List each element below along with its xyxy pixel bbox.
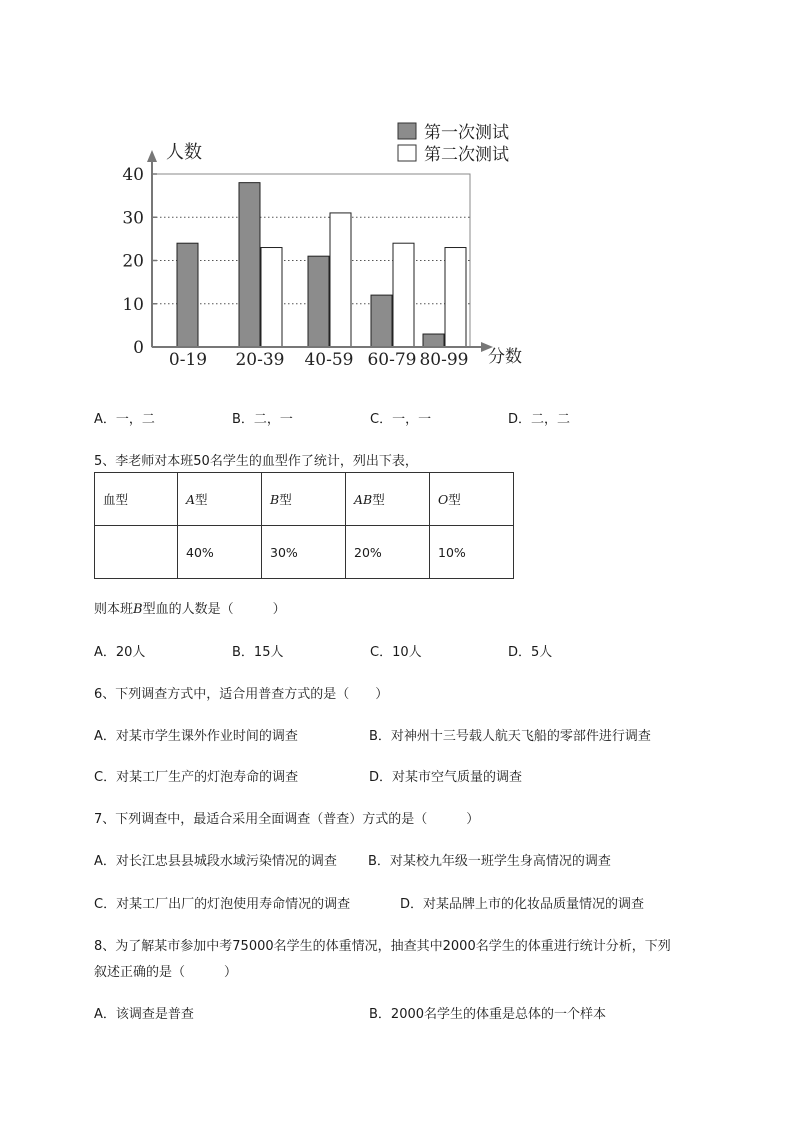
- type-suffix: 型: [195, 492, 208, 507]
- q5-option-d[interactable]: D．5人: [508, 645, 553, 660]
- q7-stem: 7、下列调查中，最适合采用全面调查（普查）方式的是（ ）: [94, 812, 480, 827]
- table-header-cell: [430, 473, 514, 526]
- blood-type-table: [94, 472, 514, 579]
- table-row: [95, 473, 514, 526]
- y-axis-arrow: [147, 150, 157, 162]
- table-row: [95, 526, 514, 579]
- x-tick-label: 60-79: [367, 350, 417, 370]
- q8-stem-line1: 8、为了解某市参加中考75000名学生的体重情况，抽查其中2000名学生的体重进行统计分析，下列: [94, 939, 671, 954]
- q8-option-a[interactable]: A．该调查是普查: [94, 1007, 194, 1022]
- y-tick-label: 10: [122, 294, 144, 315]
- table-cell: 40%: [178, 526, 262, 579]
- y-tick-label: 20: [122, 251, 144, 272]
- q7-option-d[interactable]: D．对某品牌上市的化妆品质量情况的调查: [400, 897, 645, 912]
- legend-label-first: 第一次测试: [424, 123, 509, 143]
- q8-option-b[interactable]: B．2000名学生的体重是总体的一个样本: [369, 1007, 607, 1022]
- type-suffix: 型: [279, 492, 292, 507]
- table-cell: 10%: [430, 526, 514, 579]
- x-tick-label: 0-19: [168, 350, 208, 370]
- bars: [177, 183, 466, 347]
- table-cell: 30%: [262, 526, 346, 579]
- q4-option-a[interactable]: A．一，二: [94, 412, 155, 427]
- q5-option-c[interactable]: C．10人: [370, 645, 422, 660]
- table-header-cell: [178, 473, 262, 526]
- type-suffix: 型: [372, 492, 385, 507]
- tick-labels: [122, 165, 468, 370]
- q7-option-b[interactable]: B．对某校九年级一班学生身高情况的调查: [368, 854, 611, 869]
- y-tick-label: 30: [122, 208, 144, 229]
- q5-question-var: B: [133, 602, 143, 617]
- q4-option-d[interactable]: D．二，二: [508, 412, 571, 427]
- blood-type-o: O: [438, 492, 449, 507]
- type-suffix: 型: [448, 492, 461, 507]
- table-cell: [95, 526, 178, 579]
- bar-second-80-99: [445, 248, 466, 347]
- q6-option-a[interactable]: A．对某市学生课外作业时间的调查: [94, 729, 298, 744]
- legend-swatch-second: [398, 145, 416, 161]
- bar-first-60-79: [371, 295, 392, 347]
- q6-stem: 6、下列调查方式中，适合用普查方式的是（ ）: [94, 687, 389, 702]
- blood-type-ab: AB: [354, 492, 373, 507]
- q8-stem-line2: 叙述正确的是（ ）: [94, 965, 238, 980]
- y-tick-label: 40: [122, 165, 144, 185]
- q5-question: [94, 598, 286, 617]
- legend-label-second: 第二次测试: [424, 145, 509, 165]
- q6-option-b[interactable]: B．对神州十三号载人航天飞船的零部件进行调查: [369, 729, 651, 744]
- x-axis-label: 分数: [488, 347, 522, 367]
- q4-option-b[interactable]: B．二，一: [232, 412, 293, 427]
- q4-option-c[interactable]: C．一，一: [370, 412, 432, 427]
- q6-option-d[interactable]: D．对某市空气质量的调查: [369, 770, 523, 785]
- bar-first-0-19: [177, 243, 198, 347]
- y-axis-label: 人数: [166, 142, 202, 163]
- q7-option-c[interactable]: C．对某工厂出厂的灯泡使用寿命情况的调查: [94, 897, 351, 912]
- legend: [398, 123, 509, 165]
- bar-first-40-59: [308, 256, 329, 347]
- q5-question-post: 型血的人数是（ ）: [142, 602, 286, 617]
- q5-question-pre: 则本班: [94, 602, 134, 617]
- q7-option-a[interactable]: A．对长江忠县县城段水域污染情况的调查: [94, 854, 337, 869]
- table-cell: 20%: [346, 526, 430, 579]
- bar-second-40-59: [330, 213, 351, 347]
- table-header-cell: [346, 473, 430, 526]
- x-tick-label: 20-39: [235, 350, 285, 370]
- bar-first-20-39: [239, 183, 260, 347]
- q5-option-b[interactable]: B．15人: [232, 645, 284, 660]
- legend-swatch-first: [398, 123, 416, 139]
- x-tick-label: 40-59: [304, 350, 354, 370]
- x-tick-label: 80-99: [419, 350, 469, 370]
- q6-option-c[interactable]: C．对某工厂生产的灯泡寿命的调查: [94, 770, 299, 785]
- y-tick-label: 0: [133, 338, 144, 358]
- score-bar-chart: [90, 110, 550, 380]
- blood-type-b: B: [270, 492, 280, 507]
- q5-stem: 5、李老师对本班50名学生的血型作了统计，列出下表，: [94, 454, 418, 469]
- bar-second-20-39: [261, 248, 282, 347]
- blood-type-a: A: [186, 492, 196, 507]
- bar-second-60-79: [393, 243, 414, 347]
- table-header-cell: 血型: [95, 473, 178, 526]
- q5-option-a[interactable]: A．20人: [94, 645, 146, 660]
- table-header-cell: [262, 473, 346, 526]
- bar-first-80-99: [423, 334, 444, 347]
